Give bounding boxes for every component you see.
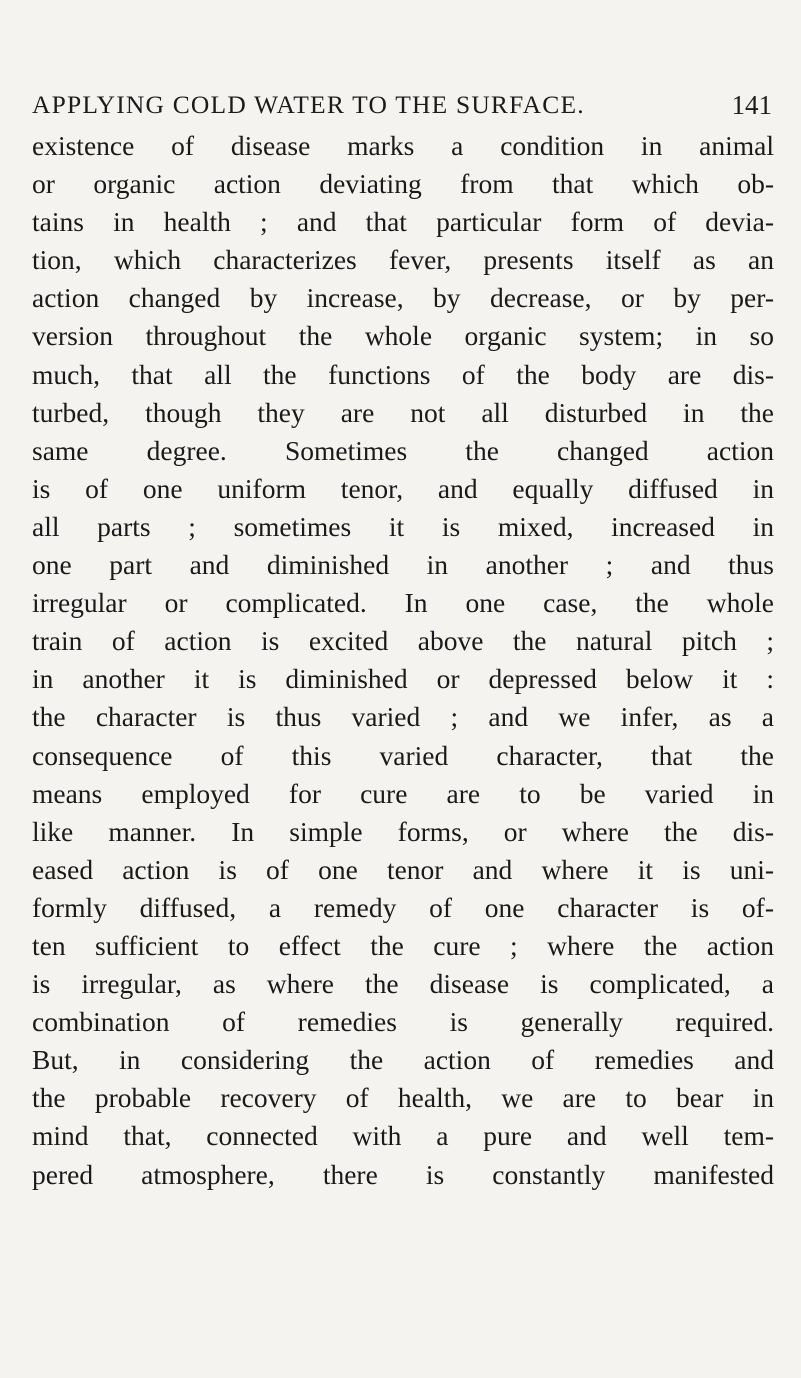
body-paragraph: [32, 127, 774, 1194]
text-line: all parts ; sometimes it is mixed, increased in: [32, 510, 774, 542]
text-line: or organic action deviating from that which ob-: [32, 168, 774, 200]
text-line: is irregular, as where the disease is complicated, a: [32, 968, 774, 1000]
text-line: irregular or complicated. In one case, the whole: [32, 587, 774, 619]
text-line: tains in health ; and that particular form of devia-: [32, 206, 774, 238]
text-line: existence of disease marks a condition in animal: [32, 130, 774, 161]
text-line: But, in considering the action of remedies and: [32, 1044, 774, 1076]
text-line: formly diffused, a remedy of one character is of-: [32, 891, 774, 923]
text-line: consequence of this varied character, that the: [32, 739, 774, 771]
text-line: one part and diminished in another ; and thus: [32, 549, 774, 581]
running-head: [32, 90, 772, 130]
text-line: pered atmosphere, there is constantly manifested: [32, 1158, 774, 1190]
text-line: the probable recovery of health, we are to bear in: [32, 1082, 774, 1114]
text-line: like manner. In simple forms, or where the dis-: [32, 815, 774, 847]
text-line: much, that all the functions of the body are dis-: [32, 358, 774, 390]
text-line: train of action is excited above the natural pitch ;: [32, 625, 774, 657]
page-number: 141: [731, 90, 772, 120]
text-line: combination of remedies is generally required.: [32, 1006, 774, 1038]
text-line: in another it is diminished or depressed below it :: [32, 663, 774, 695]
text-line: turbed, though they are not all disturbed in the: [32, 396, 774, 428]
text-line: means employed for cure are to be varied in: [32, 777, 774, 809]
text-line: same degree. Sometimes the changed action: [32, 434, 774, 466]
text-line: eased action is of one tenor and where it is uni-: [32, 853, 774, 885]
text-line: action changed by increase, by decrease, or by per-: [32, 282, 774, 314]
text-line: version throughout the whole organic system; in so: [32, 320, 774, 352]
text-line: is of one uniform tenor, and equally diffused in: [32, 472, 774, 504]
text-line: mind that, connected with a pure and well tem-: [32, 1120, 774, 1152]
text-line: ten sufficient to effect the cure ; where the action: [32, 929, 774, 961]
running-head-title: APPLYING COLD WATER TO THE SURFACE.: [32, 90, 585, 119]
text-line: the character is thus varied ; and we infer, as a: [32, 701, 774, 733]
text-line: tion, which characterizes fever, presents itself as an: [32, 244, 774, 276]
